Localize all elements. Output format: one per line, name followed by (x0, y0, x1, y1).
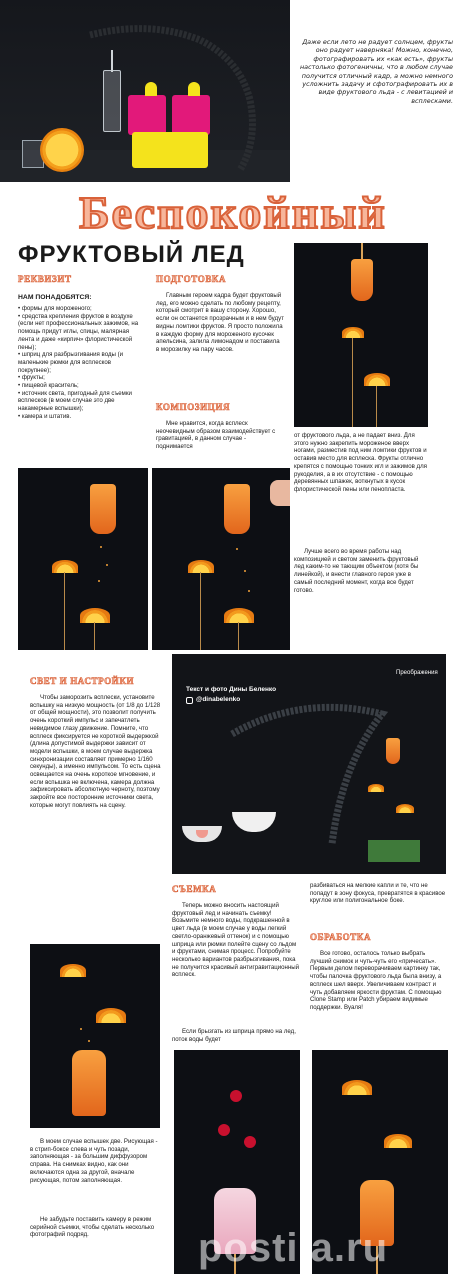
need-item: • источник света, пригодный для съемки всплесков (в моем случае это две накамерные вспышки); (18, 389, 132, 413)
popsicle (386, 738, 400, 764)
need-item: • формы для мороженого; (18, 305, 92, 312)
orange-slice (364, 373, 390, 386)
top-photo (0, 0, 290, 182)
need-item: • средства крепления фруктов в воздухе (если нет профессиональных зажимов, на помощь придут иглы, спицы, малярная лента и даже «кирпич» флористической пены); (18, 312, 139, 351)
credit-handle: @dinabelenko (196, 696, 241, 703)
orange-slice (368, 784, 384, 792)
podgotovka-text: Главным героем кадра будет фруктовый лед, его можно сделать по любому рецепту, который смотрит в вашу сторону. Хорошо, если он останется прозрачным и в нем будут видны ломтики фруктов. Я просто положила в каждую форму для мороженого кусочек апельсина, залила лимонадом и поставила в морозилку на пару часов. (156, 292, 284, 353)
semka-text: Теперь можно вносить настоящий фруктовый лед и начинать съемку! Возьмите немного воды, подкрашенной в цвет льда (в моем случае у воды легкий светло-оранжевый оттенок) и с помощью шприца или рюмки полейте сцену со льдом и фруктами, снимая процесс. Попробуйте несколько вариантов разбрызгивания, пока не получится красивый антигравитационный всплеск. (172, 902, 300, 979)
kompoziciya-text-2: от фруктового льда, а не падает вниз. Для этого нужно закрепить мороженое вверх ногами, разместив под ним ломтики фруктов и оставив место для всплеска. Фрукты отлично крепятся с помощью тонких игл и зажимов для рукоделия, а в их отсутствие - с помощью деревянных шпажек, воткнутых в кусок флористической пены или пенопласта. (294, 432, 427, 493)
photo-popsicle-right (294, 243, 428, 427)
credit-line: Текст и фото Дины Беленко (186, 686, 277, 693)
semka-text-3: разбиваться на мелкие капли и те, что не попадут в зону фокуса, превратятся в красивое круглое или полигональное боке. (310, 882, 446, 905)
skewer (64, 572, 65, 650)
splash-drop (236, 548, 238, 550)
photo-splash-bottom-left (30, 944, 160, 1128)
orange-slice (224, 608, 254, 623)
section-svet: СВЕТ И НАСТРОЙКИ (30, 676, 135, 686)
cherry (244, 1136, 256, 1148)
svet-text-3: Не забудьте поставить камеру в режим серийной съемки, чтобы сделать несколько фотографий подряд. (30, 1216, 155, 1239)
syringe-hand (270, 480, 290, 506)
splash-drop (106, 564, 108, 566)
need-item: • пищевой краситель; (18, 382, 79, 390)
popsicle (224, 484, 250, 534)
kompoziciya-text: Мне нравится, когда всплеск неочевидным образом взаимодействует с гравитацией, в данном случае - поднимается (156, 420, 276, 451)
need-item: • шприц для разбрызгивания воды (и маленькие рюмки для всплесков покрупнее); (18, 351, 124, 374)
section-rekvizit: РЕКВИЗИТ (18, 274, 72, 284)
orange-slice (396, 804, 414, 813)
title-line2: ФРУКТОВЫЙ ЛЕД (18, 241, 245, 268)
photo-setup (172, 654, 446, 874)
section-semka: СЪЕМКА (172, 884, 217, 894)
orange-slice (384, 1134, 412, 1148)
skewer (352, 338, 353, 427)
popsicle (351, 259, 373, 301)
cherry (230, 1090, 242, 1102)
section-kompoziciya: КОМПОЗИЦИЯ (156, 402, 231, 412)
skewer (200, 572, 201, 650)
magazine-name: Преображения (396, 670, 438, 676)
orange-slice (60, 964, 86, 977)
section-obrabotka: ОБРАБОТКА (310, 932, 372, 942)
need-item: • фрукты; (18, 374, 45, 382)
svet-text: Чтобы заморозить всплески, установите вспышку на низкую мощность (от 1/8 до 1/128 от общей мощности), это позволит получить очень короткий импульс и запечатлеть невидимое глазу движение. Помните, что всплеск фиксируется не короткой выдержкой (длина допустимой выдержки зависит от модели вспышки, в моем случае выдержка синхронизации составляет примерно 1/160 секунды), а именно импульсом. То есть сцена освещается на очень короткое мгновение, и если вспышка не включена, камера должна зафиксировать абсолютную черноту, поэтому закройте все посторонние источники света, которые могут повлиять на сцену. (30, 694, 161, 809)
photo-splash-left (18, 468, 148, 650)
need-item: • камера и штатив. (18, 412, 72, 420)
popsicle (90, 484, 116, 534)
flexible-arm (0, 0, 290, 182)
need-list (18, 305, 143, 421)
splash-drop (100, 546, 102, 548)
splash-drop (244, 570, 246, 572)
orange-slice (188, 560, 214, 573)
skewer (376, 386, 377, 427)
cherry (218, 1124, 230, 1136)
section-podgotovka: ПОДГОТОВКА (156, 274, 227, 284)
need-heading: НАМ ПОНАДОБЯТСЯ: (18, 294, 92, 301)
skewer (238, 622, 239, 650)
floral-foam (368, 840, 420, 862)
orange-slice (342, 327, 364, 338)
orange-slice (96, 1008, 126, 1023)
title-line1: Беспокойный (79, 187, 387, 238)
popsicle (72, 1050, 106, 1116)
intro-text: Даже если лето не радует солнцем, фрукты оно радует наверняка! Можно, конечно, фотографировать их «как есть», фрукты настолько фотогеничны, что в любом случае получится отличный кадр, а можно немного усложнить задачу и сфотографировать их в виде фруктового льда - с левитацией и всплесками. (300, 38, 453, 105)
splash-drop (248, 590, 250, 592)
obrabotka-text: Все готово, осталось только выбрать лучший снимок и чуть-чуть его «причесать». Первым делом переворачиваем картинку так, чтобы палочка фруктового льда была внизу, а всплеск шел вверх. Увеличиваем контраст и чуть добавляем яркости фруктам. С помощью Clone Stamp или Patch убираем видимые поддержки. Вуаля! (310, 950, 442, 1011)
photo-splash-right (152, 468, 290, 650)
splash-drop (80, 1028, 82, 1030)
orange-slice (80, 608, 110, 623)
splash-drop (98, 580, 100, 582)
kompoziciya-text-3: Лучше всего во время работы над композицией и светом заменить фруктовый лед каким-то не тающим объектом (хотя бы линейкой), и внести главного героя уже в самый последний момент, когда все будет готово. (294, 548, 419, 594)
semka-text-2: Если брызгать из шприца прямо на лед, поток воды будет (172, 1028, 296, 1043)
watermark: postila.ru (198, 1226, 389, 1270)
svet-text-2: В моем случае вспышек две. Рисующая - в стрип-боксе слева и чуть позади, заполняющая - за большим диффузором справа. На снимках видно, как они включаются одна за другой, вначале рисующая, потом заполняющая. (30, 1138, 158, 1184)
skewer (94, 622, 95, 650)
orange-slice (342, 1080, 372, 1095)
splash-drop (88, 1040, 90, 1042)
orange-slice (52, 560, 78, 573)
